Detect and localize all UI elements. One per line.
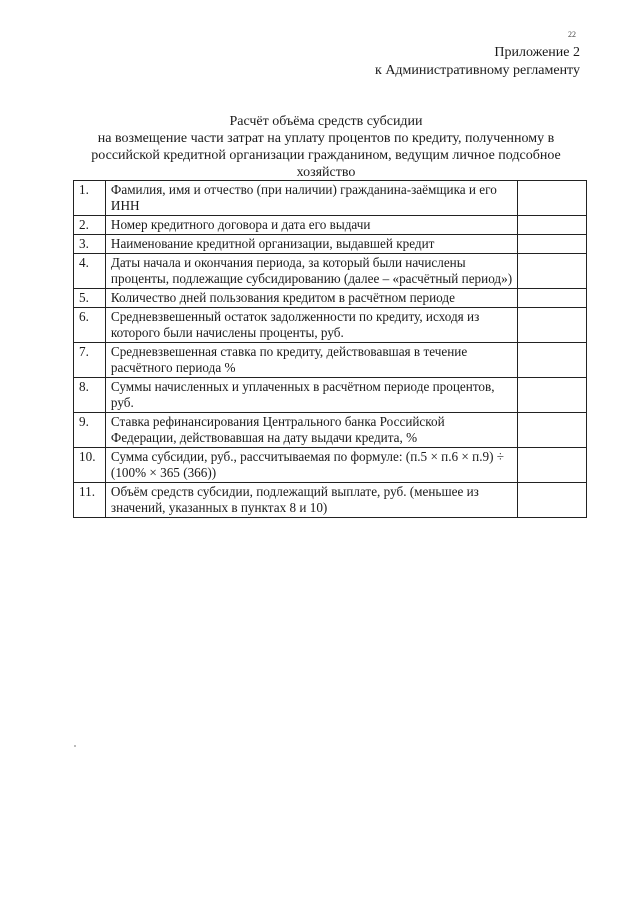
table-row xyxy=(74,448,587,483)
title-line-4: хозяйство xyxy=(296,165,356,180)
row-description: Сумма субсидии, руб., рассчитываемая по формуле: (п.5 × п.6 × п.9) ÷ (100% × 365 (366)) xyxy=(105,448,517,483)
row-description: Наименование кредитной организации, выдавшей кредит xyxy=(105,235,517,254)
row-description: Количество дней пользования кредитом в расчётном периоде xyxy=(105,289,517,308)
appendix-header xyxy=(375,44,580,80)
table-row xyxy=(74,378,587,413)
row-number: 11. xyxy=(74,483,106,518)
row-description: Средневзвешенный остаток задолженности по кредиту, исходя из которого были начислены проценты, руб. xyxy=(105,308,517,343)
row-number: 1. xyxy=(74,181,106,216)
title-line-1: Расчёт объёма средств субсидии xyxy=(229,114,423,129)
row-value-cell xyxy=(517,378,586,413)
row-description: Ставка рефинансирования Центрального банка Российской Федерации, действовавшая на дату выдачи кредита, % xyxy=(105,413,517,448)
table-row xyxy=(74,216,587,235)
title-line-3: российской кредитной организации гражданином, ведущим личное подсобное xyxy=(91,148,561,163)
row-value-cell xyxy=(517,448,586,483)
row-description: Суммы начисленных и уплаченных в расчётном периоде процентов, руб. xyxy=(105,378,517,413)
row-description: Фамилия, имя и отчество (при наличии) гражданина-заёмщика и его ИНН xyxy=(105,181,517,216)
table-row xyxy=(74,308,587,343)
table-row xyxy=(74,483,587,518)
row-number: 6. xyxy=(74,308,106,343)
row-value-cell xyxy=(517,181,586,216)
appendix-line-2: к Административному регламенту xyxy=(375,63,580,78)
table-row xyxy=(74,235,587,254)
row-description: Даты начала и окончания периода, за который были начислены проценты, подлежащие субсидированию (далее – «расчётный период») xyxy=(105,254,517,289)
row-value-cell xyxy=(517,216,586,235)
calculation-table xyxy=(73,180,587,518)
row-number: 5. xyxy=(74,289,106,308)
row-description: Средневзвешенная ставка по кредиту, действовавшая в течение расчётного периода % xyxy=(105,343,517,378)
document-title xyxy=(56,113,596,181)
row-number: 7. xyxy=(74,343,106,378)
table-row xyxy=(74,254,587,289)
row-value-cell xyxy=(517,308,586,343)
row-value-cell xyxy=(517,235,586,254)
table-row xyxy=(74,181,587,216)
row-description: Номер кредитного договора и дата его выдачи xyxy=(105,216,517,235)
row-number: 10. xyxy=(74,448,106,483)
appendix-line-1: Приложение 2 xyxy=(494,45,580,60)
table-row xyxy=(74,343,587,378)
row-number: 2. xyxy=(74,216,106,235)
row-description: Объём средств субсидии, подлежащий выплате, руб. (меньшее из значений, указанных в пунктах 8 и 10) xyxy=(105,483,517,518)
scan-speck xyxy=(74,745,76,747)
row-number: 8. xyxy=(74,378,106,413)
table-row xyxy=(74,289,587,308)
row-value-cell xyxy=(517,343,586,378)
row-number: 3. xyxy=(74,235,106,254)
page-number: 22 xyxy=(568,30,576,39)
row-value-cell xyxy=(517,289,586,308)
row-number: 9. xyxy=(74,413,106,448)
title-line-2: на возмещение части затрат на уплату процентов по кредиту, полученному в xyxy=(97,131,555,146)
row-value-cell xyxy=(517,483,586,518)
row-value-cell xyxy=(517,254,586,289)
row-number: 4. xyxy=(74,254,106,289)
row-value-cell xyxy=(517,413,586,448)
table-row xyxy=(74,413,587,448)
